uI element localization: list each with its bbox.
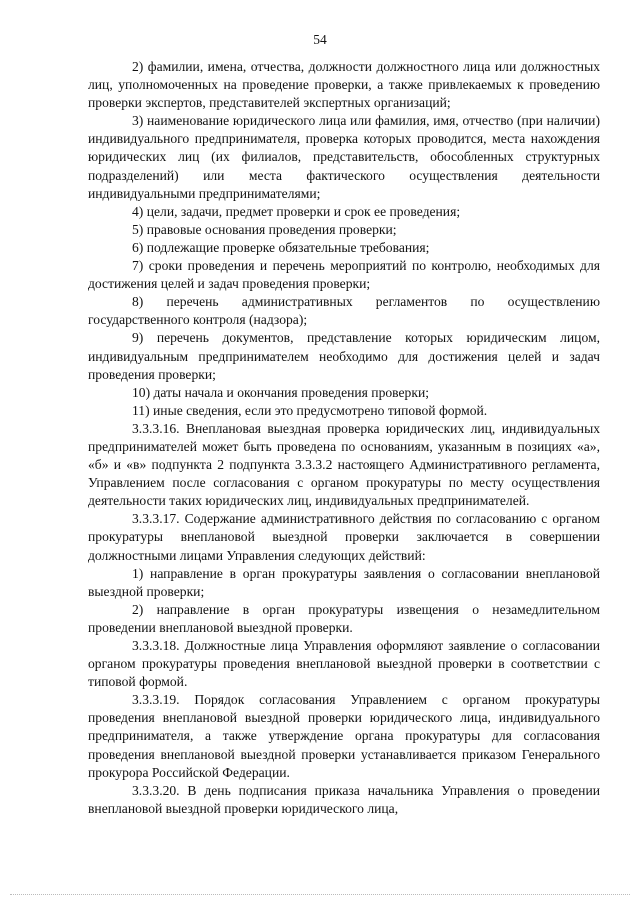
paragraph-item-7: 7) сроки проведения и перечень мероприятий по контролю, необходимых для достижения целей и задач проведения проверки; (88, 258, 600, 292)
paragraph-action-1: 1) направление в орган прокуратуры заявления о согласовании внеплановой выездной проверки; (88, 565, 600, 599)
paragraph-item-11: 11) иные сведения, если это предусмотрено типовой формой. (132, 402, 488, 418)
paragraph-3-3-3-16: 3.3.3.16. Внеплановая выездная проверка юридических лиц, индивидуальных предпринимателей может быть проведена по основаниям, указанным в позициях «а», «б» и «в» подпункта 2 подпункта 3.3.3.2 настоящего Административного регламента, Управлением после согласования с органом прокуратуры по месту осуществления деятельности таких юридических лиц, индивидуальных предпринимателей. (88, 420, 600, 509)
document-body (88, 58, 600, 818)
paragraph-item-8: 8) перечень административных регламентов по осуществлению государственного контроля (надзора); (88, 294, 600, 328)
paragraph-item-6: 6) подлежащие проверке обязательные требования; (132, 239, 430, 255)
paragraph-item-3: 3) наименование юридического лица или фамилия, имя, отчество (при наличии) индивидуального предпринимателя, проверка которых проводится, места нахождения юридических лиц (их филиалов, представительств, обособленных структурных подразделений) или места фактического осуществления деятельности индивидуальными предпринимателями; (88, 113, 600, 201)
paragraph-3-3-3-20: 3.3.3.20. В день подписания приказа начальника Управления о проведении внеплановой выездной проверки юридического лица, (88, 782, 600, 816)
paragraph-item-9: 9) перечень документов, представление которых юридическим лицом, индивидуальным предпринимателем необходимо для достижения целей и задач проведения проверки; (88, 330, 600, 382)
paragraph-3-3-3-18: 3.3.3.18. Должностные лица Управления оформляют заявление о согласовании органом прокуратуры проведения внеплановой выездной проверки в соответствии с типовой формой. (88, 638, 600, 690)
paragraph-item-10: 10) даты начала и окончания проведения проверки; (132, 384, 429, 400)
paragraph-3-3-3-17: 3.3.3.17. Содержание административного действия по согласованию с органом прокуратуры внеплановой выездной проверки заключается в совершении должностными лицами Управления следующих действий: (88, 511, 600, 563)
paragraph-3-3-3-19: 3.3.3.19. Порядок согласования Управлением с органом прокуратуры проведения внеплановой выездной проверки юридического лица, индивидуального предпринимателя, а также утверждение органа прокуратуры для согласования проведения внеплановой выездной проверки устанавливается приказом Генерального прокурора Российской Федерации. (88, 692, 600, 780)
paragraph-action-2: 2) направление в орган прокуратуры извещения о незамедлительном проведении внеплановой выездной проверки. (88, 601, 600, 635)
paragraph-item-5: 5) правовые основания проведения проверки; (132, 221, 397, 237)
paragraph-item-4: 4) цели, задачи, предмет проверки и срок ее проведения; (132, 203, 461, 219)
scan-footer-line (10, 894, 630, 899)
paragraph-item-2: 2) фамилии, имена, отчества, должности должностного лица или должностных лиц, уполномоченных на проведение проверки, а также привлекаемых к проведению проверки экспертов, представителей экспертных организаций; (88, 59, 600, 111)
page-number: 54 (313, 32, 327, 47)
